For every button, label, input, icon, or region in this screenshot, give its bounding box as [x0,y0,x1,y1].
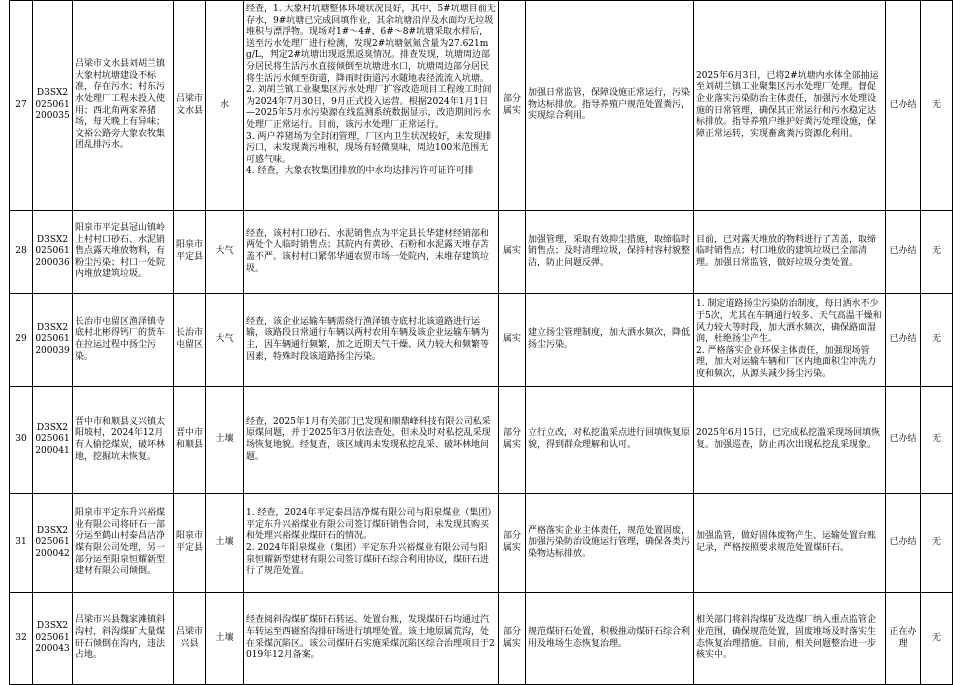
rectification-requirement: 严格落实企业主体责任，规范处置固废，加强污染防治设施运行管理，确保各类污染物达标排放。 [526,494,694,593]
administrative-area: 吕梁市文水县 [174,1,206,211]
row-number: 27 [10,1,33,211]
finding-paragraph: 经查阅斜沟煤矿煤矸石转运、处置台账，发现煤矸石均通过汽车转运至西磁窑沟排矸场进行填埋处置。该土地原属荒沟，处在采煤沉陷区。该公司煤矸石实施采煤沉陷区综合治理项目于2019年12月备案。 [246,615,495,661]
rectification-requirement: 立行立改，对私挖滥采点进行回填恢复原貌，得到群众理解和认可。 [526,387,694,494]
rectification-action: 相关部门将斜沟煤矿及选煤厂纳入重点监管企业范围，确保规范处置，固废堆场及时落实生态恢复治理措施。目前，相关问题整治进一步核实中。 [694,593,886,685]
petition-table [9,0,953,685]
reported-problem: 吕梁市兴县魏家滩镇斜沟村，斜沟煤矿大量煤矸石倾倒在沟内，违法占地。 [73,593,174,685]
pollution-type: 土壤 [206,494,244,593]
verdict: 部分属实 [499,494,526,593]
case-code: D3SX2025061200035 [33,1,73,211]
investigation-finding [244,294,499,387]
status: 正在办理 [886,593,921,685]
finding-paragraph: 经查，该企业运输车辆需绕行渔泽镇寺底村北该道路进行运输，该路段日常通行车辆以两村农用车辆及该企业运输车辆为主，因车辆通行频繁，加之近期天气干燥、风力较大和频繁等因素，特殊时段该道路扬尘污染。 [246,316,490,362]
rectification-requirement: 建立扬尘管理制度，加大洒水频次，降低扬尘污染。 [526,294,694,387]
table-row [10,211,953,294]
investigation-finding [244,1,499,211]
accountability: 无 [921,494,953,593]
pollution-type: 大气 [206,294,244,387]
rectification-action: 目前，已对露天堆放的物料进行了苫盖，取缔临时销售点；村口堆放的建筑垃圾已全部清理。加强日常监管，做好垃圾分类处置。 [694,211,886,294]
investigation-finding [244,211,499,294]
administrative-area: 吕梁市兴县 [174,593,206,685]
accountability: 无 [921,1,953,211]
verdict: 部分属实 [499,387,526,494]
verdict: 部分属实 [499,593,526,685]
rectification-action: 2025年6月15日，已完成私挖滥采现场回填恢复。加强巡查，防止再次出现私挖乱采现象。 [694,387,886,494]
row-number: 32 [10,593,33,685]
administrative-area: 阳泉市平定县 [174,211,206,294]
pollution-type: 大气 [206,211,244,294]
accountability: 无 [921,211,953,294]
pollution-type: 土壤 [206,593,244,685]
finding-paragraph: 经查，1. 大象村坑塘整体环境状况良好，其中，5#坑塘目前无存水，9#坑塘已完成回填作业，其余坑塘沿岸及水面均无垃圾堆积与漂浮物。现场对1#～4#、6#～8#坑塘采取水样后，送至污水处理厂进行检测，发现2#坑塘氨氮含量为27.621mg/L，判定2#坑塘出现返黑返臭情况。排查发现，坑塘周边部分居民将生活污水直接倾倒至坑塘进水口，坑塘周边部分居民将生活污水倾至街道，降雨时街道污水随地表径流流入坑塘。 [246,4,496,84]
table-row [10,294,953,387]
rectification-requirement: 规范煤矸石处置，积极推动煤矸石综合利用及堆场生态恢复治理。 [526,593,694,685]
finding-paragraph: 2. 刘胡兰镇工业聚集区污水处理厂扩容改造项目工程竣工时间为2024年7月30日，9月正式投入运营。根据2024年1月1日—2025年5月水污染源在线监测系统数据显示，改造期间污水处理厂正常运行。目前，该污水处理厂正常运行。 [246,85,492,130]
row-number: 29 [10,294,33,387]
finding-paragraph: 3. 两户养猪场为全封闭管理，厂区内卫生状况较好，未发现排污口，未发现粪污堆积，现场有轻微臭味，周边100米范围无可感气味。 [246,131,492,165]
reported-problem: 阳泉市平定县冠山镇岭上村村口砂石、水泥销售点露天堆放物料，有粉尘污染；村口一处院内堆放建筑垃圾。 [73,211,174,294]
case-code: D3SX2025061200039 [33,294,73,387]
administrative-area: 阳泉市平定县 [174,494,206,593]
case-code: D3SX2025061200036 [33,211,73,294]
row-number: 31 [10,494,33,593]
administrative-area: 晋中市和顺县 [174,387,206,494]
finding-paragraph: 1. 经查，2024年平定泰昌洁净煤有限公司与阳泉煤业（集团）平定东升兴裕煤业有限公司签订煤矸销售合同，未发现其购买和处理兴裕煤业煤矸石的情况。 [246,508,492,542]
reported-problem: 吕梁市文水县刘胡兰镇大象村坑塘建设不标准，存在污水；村东污水处理厂工程未投入使用；西北角两家养猪场，每天晚上有异味；文裕公路旁大象农牧集团乱排污水。 [73,1,174,211]
finding-paragraph: 2. 2024年阳泉煤业（集团）平定东升兴裕煤业有限公司与阳泉恒耀新型建材有限公司签订煤矸石综合利用协议，煤矸石进行了规范处置。 [246,543,490,577]
status: 已办结 [886,494,921,593]
verdict: 部分属实 [499,1,526,211]
investigation-finding [244,593,499,685]
status: 已办结 [886,1,921,211]
rectification-action: 2025年6月3日，已将2#坑塘内水体全部抽运至刘胡兰镇工业聚集区污水处理厂处理。督促企业落实污染防治主体责任，加强污水处理设施的日常管理，确保其正常运行和污水稳定达标排放。指导养殖户维护好粪污处理设施，保障正常运转，实现畜禽粪污资源化利用。 [694,1,886,211]
table-row [10,494,953,593]
table-row [10,387,953,494]
case-code: D3SX2025061200043 [33,593,73,685]
rectification-action: 1. 制定道路扬尘污染防治制度，每日洒水不少于5次，尤其在车辆通行较多、天气高温干燥和风力较大等时段，加大洒水频次，确保路面湿润，杜绝扬尘产生。 2. 严格落实企业环保主体责任，加强现场管理，加大对运输车辆和厂区内地面积尘冲洗力度和频次，从源头减少扬尘污染。 [694,294,886,387]
reported-problem: 晋中市和顺县义兴镇太阳坡村，2024年12月有人偷挖煤炭，破坏林地，挖掘坑未恢复。 [73,387,174,494]
status: 已办结 [886,294,921,387]
pollution-type: 水 [206,1,244,211]
investigation-finding [244,494,499,593]
row-number: 28 [10,211,33,294]
investigation-finding [244,387,499,494]
case-code: D3SX2025061200042 [33,494,73,593]
accountability: 无 [921,294,953,387]
verdict: 属实 [499,211,526,294]
case-code: D3SX2025061200041 [33,387,73,494]
verdict: 属实 [499,294,526,387]
accountability: 无 [921,593,953,685]
rectification-action: 加强监管，做好固体废物产生、运输处置台账记录，严格按照要求规范处置煤矸石。 [694,494,886,593]
finding-paragraph: 4. 经查，大象农牧集团排放的中水均达排污许可证许可排 [246,166,474,177]
status: 已办结 [886,211,921,294]
pollution-type: 土壤 [206,387,244,494]
reported-problem: 长治市屯留区渔泽镇寺底村北彬得钙厂的货车在拉运过程中扬尘污染。 [73,294,174,387]
table-row [10,1,953,211]
rectification-requirement: 加强日常监管，保障设施正常运行，污染物达标排放。指导养殖户规范处置粪污，实现综合利用。 [526,1,694,211]
table-row [10,593,953,685]
row-number: 30 [10,387,33,494]
finding-paragraph: 经查，该村村口砂石、水泥销售点为平定县长华建材经销部和两处个人临时销售点；其院内有黄砂、石粉和水泥露天堆存苫盖不严。该村村口紧邻华通农贸市场一处院内，未堆存建筑垃圾。 [246,228,490,274]
rectification-requirement: 加强管理，采取有效抑尘措施，取缔临时销售点；及时清理垃圾，保持村容村貌整洁，防止问题反弹。 [526,211,694,294]
finding-paragraph: 经查，2025年1月有关部门已发现和顺鼎峰科技有限公司私采原煤问题，并于2025年3月依法查处，但未及时对私挖乱采现场恢复地貌。经复查，该区域再未发现私挖乱采、破坏林地问题。 [246,416,491,462]
administrative-area: 长治市屯留区 [174,294,206,387]
status: 已办结 [886,387,921,494]
reported-problem: 阳泉市平定东升兴裕煤业有限公司将矸石一部分运至鹤山村泰昌洁净煤有限公司处理，另一部分运至阳泉恒耀新型建材有限公司倾倒。 [73,494,174,593]
accountability: 无 [921,387,953,494]
